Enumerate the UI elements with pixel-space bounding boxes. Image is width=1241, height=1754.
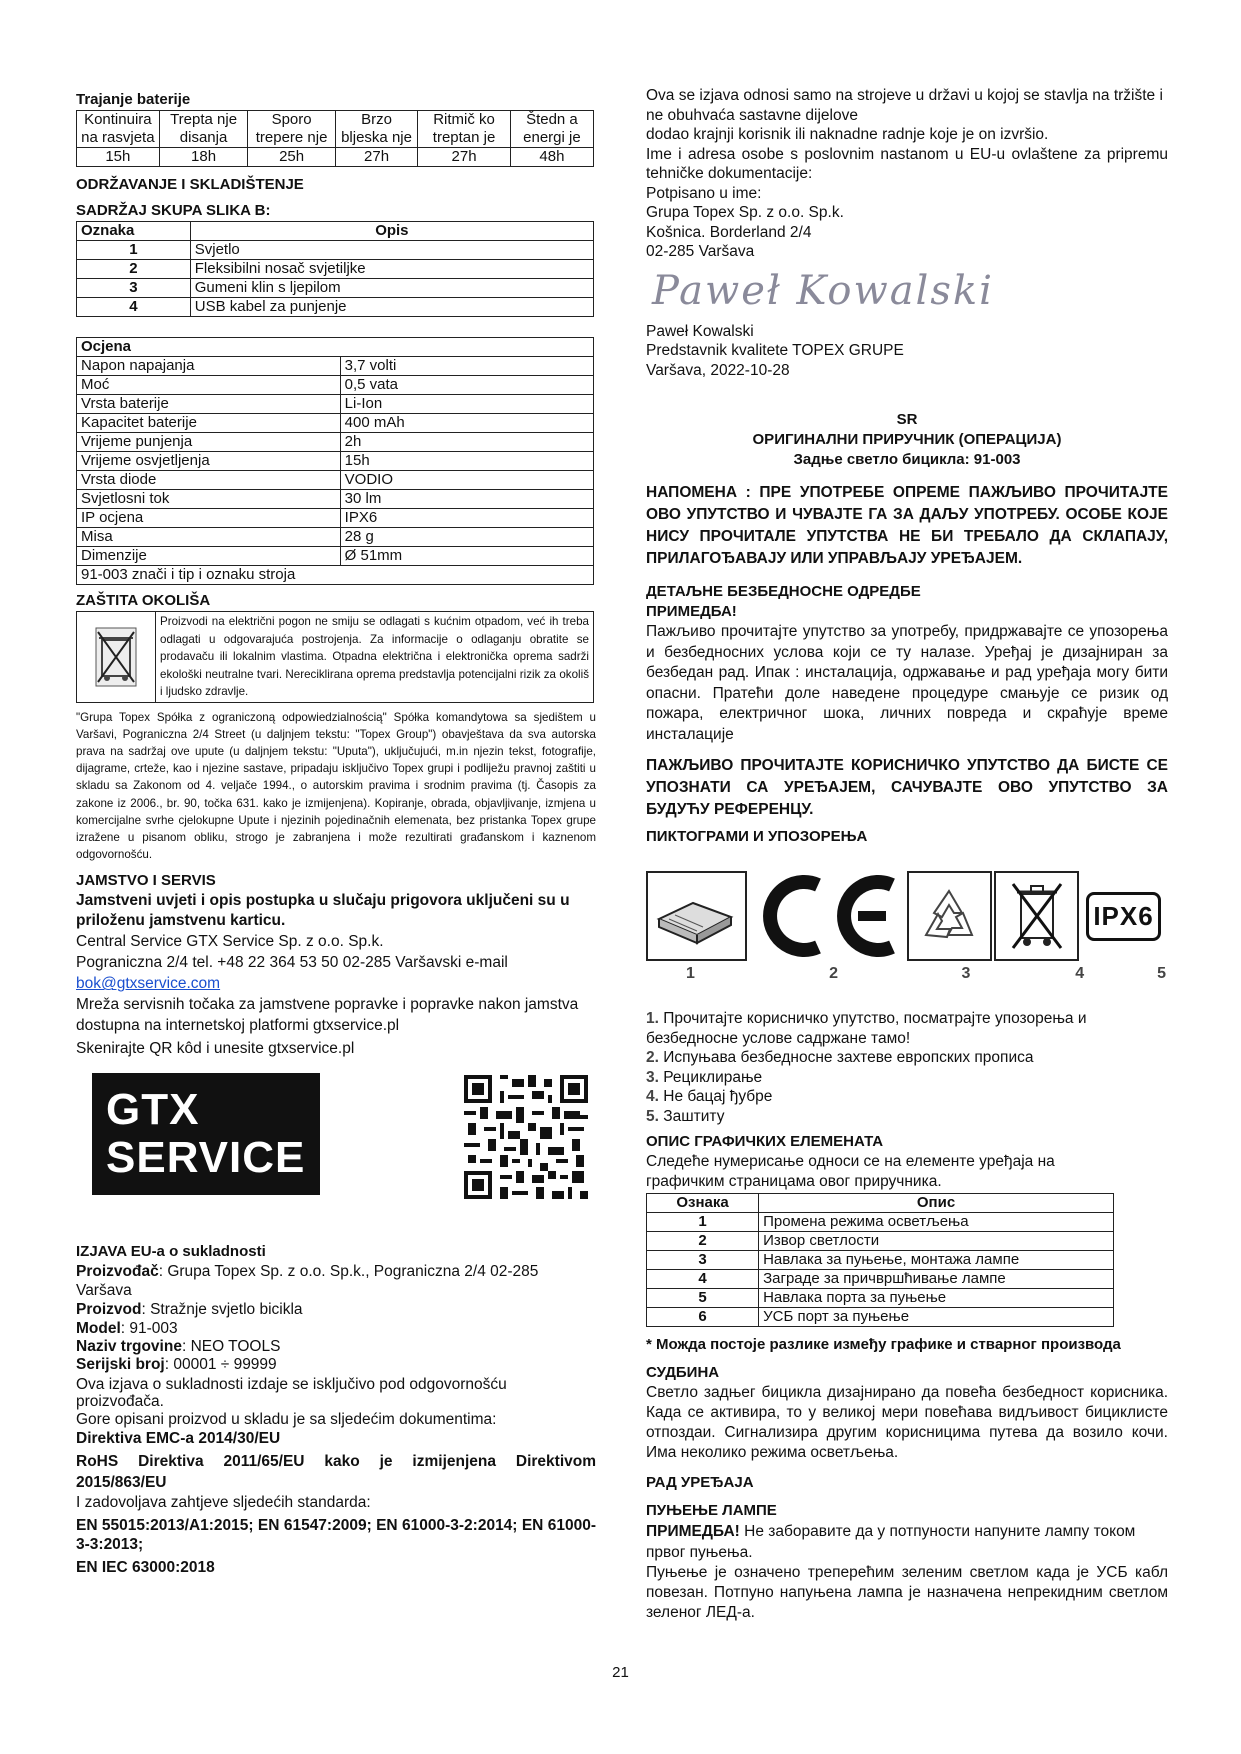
decl-serial-value: : 00001 ÷ 99999 [164, 1356, 277, 1374]
decl-text-1: Ova izjava o sukladnosti izdaje se isključivo pod odgovornošću proizvođača. [76, 1376, 507, 1411]
graph-row-num: 2 [647, 1232, 759, 1251]
picto-list-item [646, 1107, 1168, 1127]
picto-item-text: Заштиту [663, 1107, 725, 1125]
picto-number: 5 [1157, 965, 1166, 982]
pictogram-strip [646, 871, 1166, 961]
service-name: Central Service GTX Service Sp. z o.o. Sp.k. [76, 933, 384, 951]
battery-title: Trajanje baterije [76, 91, 191, 108]
logo-line-2: SERVICE [106, 1133, 306, 1183]
set-row-num: 2 [77, 260, 191, 279]
rating-value: 15h [340, 452, 593, 471]
decl-directive-1: Direktiva EMC-a 2014/30/EU [76, 1430, 281, 1448]
picto-list-item [646, 1087, 1168, 1107]
fate-title: СУДБИНА [646, 1364, 720, 1381]
graph-row-desc: Извор светлости [759, 1232, 1114, 1251]
service-address: Pograniczna 2/4 tel. +48 22 364 53 50 02-285 Varšavski e-mail [76, 954, 508, 972]
picto-item-text: Не бацај ђубре [663, 1088, 773, 1105]
decl-producer-label: Proizvođač [76, 1263, 159, 1281]
logo-qr-row [76, 1073, 596, 1204]
sr-subtitle: Задње светло бицикла: 91-003 [793, 451, 1021, 468]
maintenance-title: ODRŽAVANJE I SKLADIŠTENJE [76, 176, 304, 193]
rating-note: 91-003 znači i tip i oznaku stroja [77, 566, 594, 585]
rating-value: IPX6 [340, 509, 593, 528]
set-table [76, 221, 594, 317]
decl-continued-7: 02-285 Varšava [646, 243, 755, 260]
graph-table [646, 1193, 1114, 1327]
battery-header: Štedn a energi je [510, 111, 593, 148]
safety-title: ДЕТАЉНЕ БЕЗБЕДНОСНЕ ОДРЕДБЕ [646, 583, 921, 600]
sign-role: Predstavnik kvalitete TOPEX GRUPE [646, 342, 904, 359]
graph-row-num: 5 [647, 1289, 759, 1308]
picto-item-text: Испуњава безбедносне захтеве европских прописа [663, 1049, 1034, 1066]
rating-label: Vrijeme osvjetljenja [77, 452, 341, 471]
picto-list-item [646, 1048, 1168, 1068]
rating-label: IP ocjena [77, 509, 341, 528]
decl-continued-4: Potpisano u ime: [646, 184, 762, 202]
graph-row-desc: Навлака порта за пуњење [759, 1289, 1114, 1308]
eu-declaration [76, 1242, 596, 1578]
rating-value: 2h [340, 433, 593, 452]
service-email-link[interactable]: bok@gtxservice.com [76, 975, 221, 993]
page-number: 21 [612, 1664, 629, 1681]
weee-bin-icon [77, 612, 156, 702]
decl-continued-3: Ime i adresa osobe s poslovnim nastanom u EU-u ovlaštene za pripremu tehničke dokumentacije: [646, 145, 1168, 182]
rating-label: Kapacitet baterije [77, 414, 341, 433]
set-row-num: 1 [77, 241, 191, 260]
rating-label: Dimenzije [77, 547, 341, 566]
rating-value: 400 mAh [340, 414, 593, 433]
set-row-num: 3 [77, 279, 191, 298]
battery-header: Trepta nje disanja [159, 111, 248, 148]
fate-text: Светло задњег бицикла дизајнирано да повећа безбедност корисника. Када се активира, то у великој мери повећава видљивост бициклисте отпоздаи. Сигнализира другим корисницима путева да возило кочи. Има неколико режима осветљења. [646, 1384, 1168, 1461]
charge-note-text: Не заборавите да у потпуности напуните лампу током првог пуњења. [646, 1523, 1136, 1561]
gtx-service-logo [92, 1073, 320, 1195]
ipx6-icon [1081, 871, 1166, 961]
picto-list-item [646, 1009, 1168, 1048]
decl-continued-1: Ova se izjava odnosi samo na strojeve u državi u kojoj se stavlja na tržište i ne obuhvaća sastavne dijelove [646, 87, 1163, 124]
rating-value: Li-Ion [340, 395, 593, 414]
decl-model [76, 1319, 596, 1338]
graph-row-desc: Промена режима осветљења [759, 1213, 1114, 1232]
sr-code: SR [896, 411, 918, 428]
decl-continued-6: Košnica. Borderland 2/4 [646, 223, 812, 241]
decl-directive-2: RoHS Direktiva 2011/65/EU kako je izmijenjena Direktivom 2015/863/EU [76, 1453, 596, 1492]
picto-item-num: 1. [646, 1010, 659, 1027]
weee-icon [994, 871, 1079, 961]
battery-value: 15h [77, 148, 160, 167]
picto-number: 4 [1075, 965, 1085, 982]
decl-producer [76, 1262, 596, 1300]
rating-value: 3,7 volti [340, 357, 593, 376]
graph-title: ОПИС ГРАФИЧКИХ ЕЛЕМЕНАТА [646, 1133, 884, 1150]
picto-item-num: 2. [646, 1049, 659, 1066]
safety-note: ПРИМЕДБА! [646, 603, 737, 620]
charge-text: Пуњење је означено треперећим зеленим светлом када је УСБ кабл повезан. Потпуно напуњена лампа је назначена непрекидним светлом зеленог ЛЕД-а. [646, 1564, 1168, 1621]
graph-row-desc: УСБ порт за пуњење [759, 1308, 1114, 1327]
graph-header: Ознака [647, 1194, 759, 1213]
graph-row-desc: Заграде за причвршћивање лампе [759, 1270, 1114, 1289]
decl-product-value: : Stražnje svjetlo bicikla [141, 1301, 303, 1319]
decl-text-3: I zadovoljava zahtjeve sljedećih standarda: [76, 1494, 371, 1512]
decl-producer-value: : Grupa Topex Sp. z o.o. Sp.k., Pograniczna 2/4 02-285 Varšava [76, 1263, 539, 1300]
sr-title: ОРИГИНАЛНИ ПРИРУЧНИК (ОПЕРАЦИЈА) [752, 431, 1062, 448]
decl-standards-2: EN IEC 63000:2018 [76, 1559, 215, 1577]
graph-row-num: 3 [647, 1251, 759, 1270]
battery-value: 27h [418, 148, 511, 167]
warranty-bold: Jamstveni uvjeti i opis postupka u slučaju prigovora uključeni su u priloženu jamstvenu karticu. [76, 892, 570, 930]
signature: Paweł Kowalski [652, 267, 994, 314]
env-title: ZAŠTITA OKOLIŠA [76, 592, 211, 609]
charge-note-label: ПРИМЕДБА! [646, 1523, 740, 1540]
service-network: Mreža servisnih točaka za jamstvene popravke i popravke nakon jamstva dostupna na internetskoj platformi gtxservice.pl [76, 996, 579, 1035]
decl-trade [76, 1338, 596, 1355]
picto-item-num: 3. [646, 1068, 659, 1086]
charge-note [646, 1521, 1168, 1563]
operation-title: РАД УРЕЂАЈА [646, 1474, 754, 1491]
set-row-desc: USB kabel za punjenje [190, 298, 593, 317]
decl-model-value: : 91-003 [120, 1320, 178, 1338]
set-title: SADRŽAJ SKUPA SLIKA B: [76, 202, 271, 219]
picto-list-item [646, 1068, 1168, 1088]
battery-value: 25h [248, 148, 335, 167]
right-column [646, 86, 1168, 1623]
set-row-desc: Gumeni klin s ljepilom [190, 279, 593, 298]
copyright-notice: "Grupa Topex Spółka z ograniczoną odpowiedzialnością" Spółka komandytowa sa sjedištem u Varšavi, Pograniczna 2/4 Street (u daljnjem tekstu: "Topex Group") obavještava da sva autorska prava na sadržaj ove upute (u daljnjem tekstu: "Uputa"), uključujući, m.in njezin tekst, fotografije, dijagrame, crteže, kao i njezine sastave, pripadaju isključivo Topex grupi i podliježu pravnoj zaštiti u skladu sa Zakonom od 4. veljače 1994., o autorskim pravima i srodnim pravima (tj. Časopis za zakone iz 2006., br. 90, točka 631. kako je izmijenjena). Kopiranje, obrada, objavljivanje, izmjena u komercijalne svrhe cjelokupne Upute i njezinih pojedinačnih elemenata, bez pristanka Topex grupe izražene u pisanom obliku, strogo je zabranjena i može rezultirati građanskom i kaznenom odgovornošću. [76, 710, 596, 862]
decl-trade-value: : NEO TOOLS [181, 1338, 281, 1356]
battery-header: Sporo trepere nje [248, 111, 335, 148]
decl-title: IZJAVA EU-a o sukladnosti [76, 1243, 266, 1261]
battery-header: Ritmič ko treptan je [418, 111, 511, 148]
rating-label: Vrsta baterije [77, 395, 341, 414]
decl-model-label: Model [76, 1320, 121, 1338]
read-caps: ПАЖЉИВО ПРОЧИТАЈТЕ КОРИСНИЧКО УПУТСТВО ДА БИСТЕ СЕ УПОЗНАТИ СА УРЕЂАЈЕМ, САЧУВАЈТЕ ОВО УПУТСТВО ЗА БУДУЋУ РЕФЕРЕНЦУ. [646, 757, 1168, 818]
decl-continued-2: dodao krajnji korisnik ili naknadne radnje koje je on izvršio. [646, 126, 1049, 143]
charge-title: ПУЊЕЊЕ ЛАМПЕ [646, 1502, 777, 1519]
safety-text: Пажљиво прочитајте упутство за употребу, придржавајте се упозорења и безбедносних услова који се ту налазе. Уређај је дизајниран за безбедан рад. Ипак : инсталација, одржавање и рад уређаја могу бити опасни. Пратећи доле наведене процедуре смањује се ризик од пожара, електричног шока, личних повреда и скраћује време инсталације [646, 623, 1168, 743]
left-column [76, 88, 596, 1578]
rating-title: Ocjena [77, 338, 594, 357]
picto-item-text: Рециклирање [663, 1068, 763, 1086]
graph-row-desc: Навлака за пуњење, монтажа лампе [759, 1251, 1114, 1270]
rating-label: Vrijeme punjenja [77, 433, 341, 452]
graph-header: Опис [759, 1194, 1114, 1213]
set-row-desc: Svjetlo [190, 241, 593, 260]
set-header: Oznaka [77, 222, 191, 241]
graph-row-num: 1 [647, 1213, 759, 1232]
graph-row-num: 4 [647, 1270, 759, 1289]
graph-note: * Можда постоје разлике између графике и стварног производа [646, 1336, 1121, 1353]
sr-header [646, 410, 1168, 470]
decl-serial-label: Serijski broj [76, 1356, 165, 1374]
decl-standards-1: EN 55015:2013/A1:2015; EN 61547:2009; EN 61000-3-2:2014; EN 61000-3-3:2013; [76, 1517, 596, 1554]
set-header: Opis [190, 222, 593, 241]
battery-header: Kontinuira na rasvjeta [77, 111, 160, 148]
rating-value: 0,5 vata [340, 376, 593, 395]
rating-value: Ø 51mm [340, 547, 593, 566]
picto-number: 1 [686, 965, 695, 982]
battery-header: Brzo bljeska nje [335, 111, 417, 148]
rating-value: 28 g [340, 528, 593, 547]
rating-label: Svjetlosni tok [77, 490, 341, 509]
set-row-desc: Fleksibilni nosač svjetiljke [190, 260, 593, 279]
rating-table [76, 337, 594, 585]
set-row-num: 4 [77, 298, 191, 317]
rating-label: Moć [77, 376, 341, 395]
sr-note: НАПОМЕНА : ПРЕ УПОТРЕБЕ ОПРЕМЕ ПАЖЉИВО ПРОЧИТАЈТЕ ОВО УПУТСТВО И ЧУВАЈТЕ ГА ЗА ДАЉУ УПОТРЕБУ. ОСОБЕ КОЈЕ НИСУ ПРОЧИТАЛЕ УПУТСТВА НЕ БИ ТРЕБАЛО ДА СКЛАПАЈУ, ПРИЛАГОЂАВАЈУ ИЛИ УПРАВЉАЈУ УРЕЂАЈЕМ. [646, 484, 1168, 567]
battery-value: 48h [510, 148, 593, 167]
decl-product [76, 1300, 596, 1319]
picto-title: ПИКТОГРАМИ И УПОЗОРЕЊА [646, 828, 868, 845]
decl-product-label: Proizvod [76, 1301, 142, 1319]
picto-item-text: Прочитајте корисничко упутство, посматрајте упозорења и безбедносне услове садржане тамо! [646, 1010, 1087, 1047]
qr-code[interactable] [464, 1075, 588, 1204]
logo-line-1: GTX [106, 1085, 200, 1135]
battery-value: 18h [159, 148, 248, 167]
battery-table [76, 110, 594, 167]
battery-value: 27h [335, 148, 417, 167]
manual-book-icon [646, 871, 747, 961]
decl-serial [76, 1355, 596, 1374]
picto-list [646, 1009, 1168, 1126]
rating-value: VODIO [340, 471, 593, 490]
pictogram-numbers [646, 965, 1166, 983]
env-text: Proizvodi na električni pogon ne smiju se odlagati s kućnim otpadom, već ih treba odlagati u odgovarajuća postrojenja. Za informacije o odlaganju obratite se prodavaču ili lokalnim vlastima. Otpadna električna i elektronička oprema sadrži ekološki neutralne tvari. Nereciklirana oprema predstavlja potencijalni rizik za okoliš i ljudsko zdravlje. [160, 615, 589, 698]
decl-continued-5: Grupa Topex Sp. z o.o. Sp.k. [646, 204, 844, 221]
rating-label: Misa [77, 528, 341, 547]
graph-text: Следеће нумерисање односи се на елементе уређаја на графичким страницама овог приручника. [646, 1153, 1055, 1190]
env-box [76, 611, 594, 703]
picto-number: 3 [961, 965, 971, 982]
service-qr-text: Skenirajte QR kôd i unesite gtxservice.pl [76, 1040, 355, 1058]
ipx6-label: IPX6 [1086, 892, 1160, 941]
decl-text-2: Gore opisani proizvod u skladu je sa sljedećim dokumentima: [76, 1411, 497, 1429]
recycling-icon [907, 871, 992, 961]
rating-label: Napon napajanja [77, 357, 341, 376]
rating-value: 30 lm [340, 490, 593, 509]
warranty-title: JAMSTVO I SERVIS [76, 872, 216, 890]
decl-trade-label: Naziv trgovine [76, 1338, 182, 1356]
picto-number: 2 [829, 965, 838, 982]
graph-row-num: 6 [647, 1308, 759, 1327]
sign-name: Paweł Kowalski [646, 322, 754, 340]
picto-item-num: 5. [646, 1107, 659, 1125]
rating-label: Vrsta diode [77, 471, 341, 490]
picto-item-num: 4. [646, 1088, 659, 1105]
sign-date: Varšava, 2022-10-28 [646, 361, 790, 379]
ce-mark-icon [749, 871, 905, 961]
